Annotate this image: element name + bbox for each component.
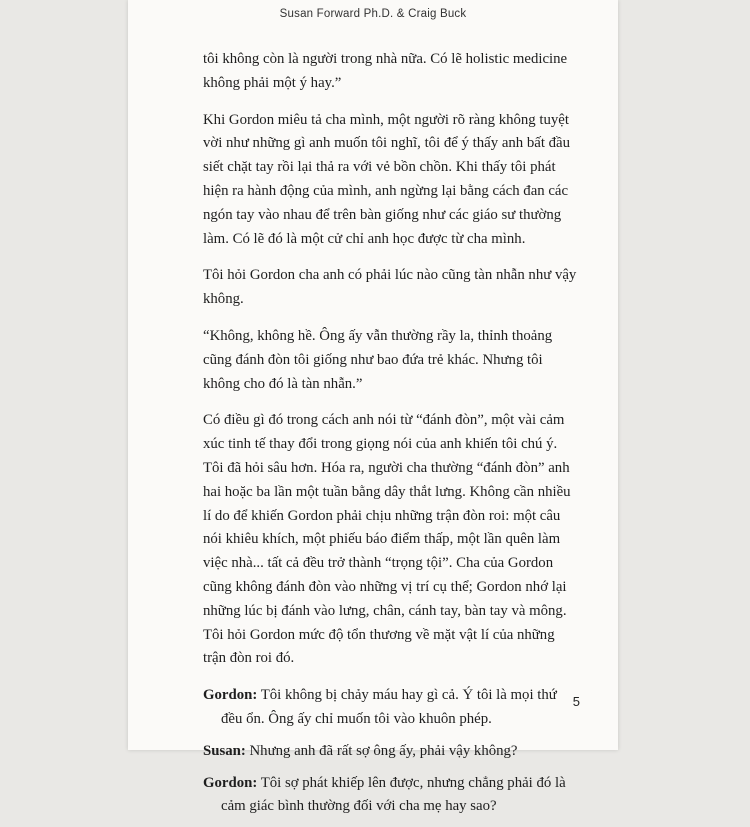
dialogue-text: Tôi không bị chảy máu hay gì cả. Ý tôi là mọi thứ đều ổn. Ông ấy chỉ muốn tôi vào khuôn phép. <box>221 687 557 727</box>
paragraph: tôi không còn là người trong nhà nữa. Có lẽ holistic medicine không phải một ý hay.” <box>203 51 568 91</box>
running-header: Susan Forward Ph.D. & Craig Buck <box>279 8 467 20</box>
dialogue-text: Nhưng anh đã rất sợ ông ấy, phải vậy không? <box>249 742 518 759</box>
dialogue-line <box>203 684 581 732</box>
paragraph: Khi Gordon miêu tả cha mình, một người rõ ràng không tuyệt vời như những gì anh muốn tôi nghĩ, tôi để ý thấy anh bất đầu siết chặt tay rồi lại thả ra với vẻ bồn chồn. Khi thấy tôi phát hiện ra hành động của mình, anh ngừng lại bằng cách đan các ngón tay vào nhau để trên bàn giống như các giáo sư thường làm. Có lẽ đó là một cử chỉ anh học được từ cha mình. <box>203 111 571 247</box>
dialogue-line <box>203 740 581 764</box>
dialogue-line <box>203 772 581 820</box>
paragraph: “Không, không hề. Ông ấy vẫn thường rầy la, thỉnh thoảng cũng đánh đòn tôi giống như bao đứa trẻ khác. Nhưng tôi không cho đó là tàn nhẫn.” <box>203 327 553 392</box>
page-body <box>203 48 581 827</box>
speaker-name: Gordon: <box>203 687 258 704</box>
speaker-name: Susan: <box>203 742 246 759</box>
speaker-name: Gordon: <box>203 774 258 791</box>
page-number: 5 <box>572 694 580 709</box>
dialogue-text: Tôi sợ phát khiếp lên được, nhưng chẳng phải đó là cảm giác bình thường đối với cha mẹ hay sao? <box>221 774 566 815</box>
book-page <box>128 0 618 815</box>
paragraph: Có điều gì đó trong cách anh nói từ “đánh đòn”, một vài cảm xúc tinh tế thay đổi trong giọng nói của anh khiến tôi chú ý. Tôi đã hỏi sâu hơn. Hóa ra, người cha thường “đánh đòn” anh hai hoặc ba lần một tuần bằng dây thắt lưng. Không cần nhiều lí do để khiến Gordon phải chịu những trận đòn roi: một câu nói khiêu khích, một phiếu báo điểm thấp, một lần quên làm việc nhà... tất cả đều trở thành “trọng tội”. Cha của Gordon cũng không đánh đòn vào những vị trí cụ thể; Gordon nhớ lại những lúc bị đánh vào lưng, chân, cánh tay, bàn tay và mông. Tôi hỏi Gordon mức độ tổn thương về mặt vật lí của những trận đòn roi đó. <box>203 412 571 667</box>
paragraph: Tôi hỏi Gordon cha anh có phải lúc nào cũng tàn nhẫn như vậy không. <box>203 267 577 308</box>
